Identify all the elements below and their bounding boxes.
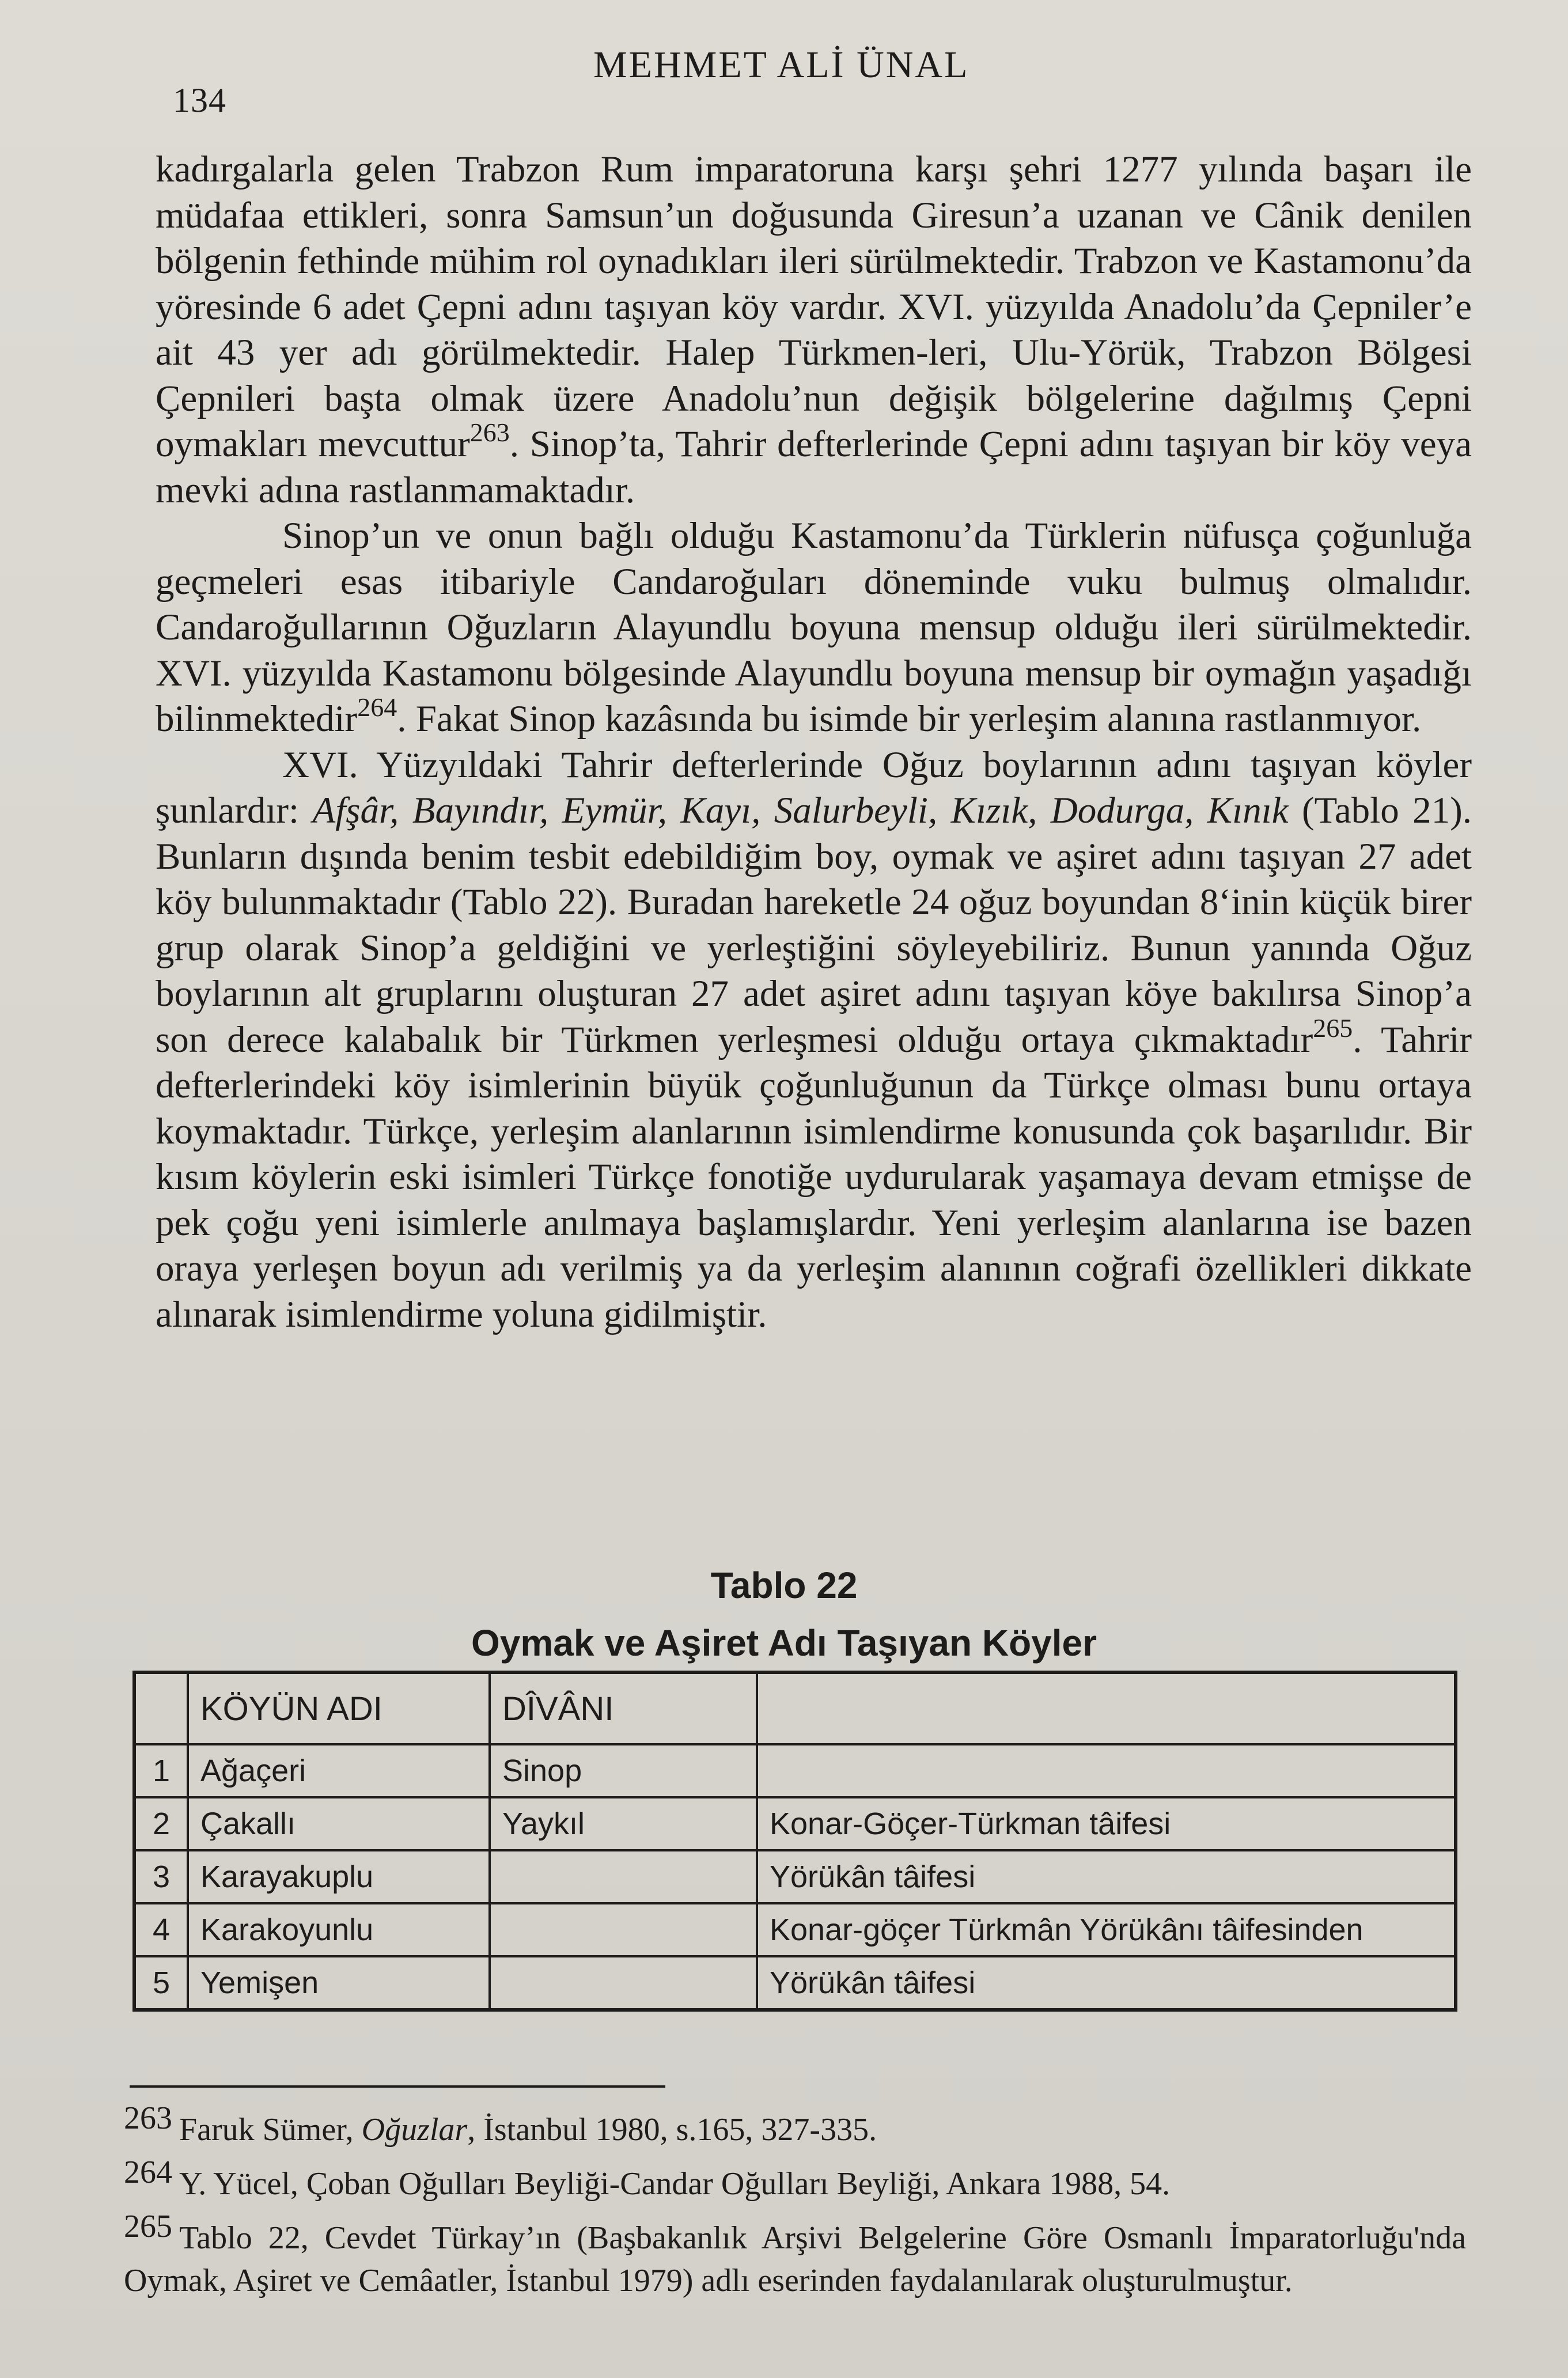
village-name: Ağaçeri bbox=[188, 1744, 490, 1797]
paragraph-text: . Tahrir defterlerindeki köy isimlerinin büyük çoğunluğunun da Türkçe olması bunu ortaya koymaktadır. Türkçe, yerleşim alanlarının isimlendirme konusunda çok başarılıdır. Bir kısım köylerin eski isimleri Türkçe fonotiğe uydurularak yaşamaya devam etmişse de pek çoğu yeni isimlerle anılmaya başlamışlardır. Yeni yerleşim alanlarına ise bazen oraya yerleşen boyun adı verilmiş ya da yerleşim alanının coğrafi özellikleri dikkate alınarak isimlendirme yoluna gidilmiştir. bbox=[156, 1018, 1472, 1335]
table-row bbox=[134, 1744, 1456, 1797]
table-row bbox=[134, 1797, 1456, 1850]
table-subtitle: Oymak ve Aşiret Adı Taşıyan Köyler bbox=[471, 1622, 1097, 1664]
header-cell-village-name: KÖYÜN ADI bbox=[188, 1672, 490, 1744]
tribe-note: Yörükân tâifesi bbox=[757, 1956, 1456, 2010]
footnote-ref-264[interactable]: 264 bbox=[357, 692, 397, 722]
header-cell-note bbox=[757, 1672, 1456, 1744]
row-number: 5 bbox=[134, 1956, 188, 2010]
footnote-265 bbox=[124, 2205, 1466, 2302]
row-number: 4 bbox=[134, 1903, 188, 1956]
paragraph-text: . Sinop’ta, Tahrir defterlerinde Çepni adını taşıyan bir köy veya mevki adına rastlanmamaktadır. bbox=[156, 423, 1472, 511]
divani-value: Sinop bbox=[490, 1744, 757, 1797]
table-row bbox=[134, 1850, 1456, 1903]
footnote-263 bbox=[124, 2097, 1466, 2151]
table-row bbox=[134, 1956, 1456, 2010]
paragraph-text: (Tablo 21). Bunların dışında benim tesbit edebildiğim boy, oymak ve aşiret adını taşıyan 27 adet köy bulunmaktadır (Tablo 22). Buradan hareketle 24 oğuz boyundan 8‘inin küçük birer grup olarak Sinop’a geldiğini ve yerleştiğini söyleyebiliriz. Bunun yanında Oğuz boylarının alt gruplarını oluşturan 27 adet aşiret adını taşıyan köye bakılırsa Sinop’a son derece kalabalık bir Türkmen yerleşmesi olduğu ortaya çıkmaktadır bbox=[156, 790, 1472, 1061]
village-name: Karayakuplu bbox=[188, 1850, 490, 1903]
footnote-text: , İstanbul 1980, s.165, 327-335. bbox=[467, 2112, 877, 2148]
paragraph-2 bbox=[156, 513, 1472, 743]
villages-table bbox=[132, 1671, 1457, 2012]
footnote-number: 265 bbox=[124, 2209, 172, 2244]
header-cell-no bbox=[134, 1672, 188, 1744]
table-row bbox=[134, 1903, 1456, 1956]
tribe-note: Konar-Göçer-Türkman tâifesi bbox=[757, 1797, 1456, 1850]
footnote-text: Y. Yücel, Çoban Oğulları Beyliği-Candar Oğulları Beyliği, Ankara 1988, 54. bbox=[179, 2166, 1171, 2202]
tribe-note: Konar-göçer Türkmân Yörükânı tâifesinden bbox=[757, 1903, 1456, 1956]
divani-value bbox=[490, 1903, 757, 1956]
divani-value bbox=[490, 1956, 757, 2010]
tribe-note bbox=[757, 1744, 1456, 1797]
paragraph-1 bbox=[156, 147, 1472, 513]
footnotes bbox=[124, 2097, 1466, 2302]
paragraph-text: XVI. Yüzyıldaki Tahrir defterlerinde Oğuz boylarının adını taşıyan köyler şunlardır: bbox=[156, 744, 1472, 831]
header-cell-divani: DÎVÂNI bbox=[490, 1672, 757, 1744]
footnote-ref-265[interactable]: 265 bbox=[1313, 1013, 1353, 1043]
footnote-264 bbox=[124, 2151, 1466, 2205]
footnote-text: Faruk Sümer, bbox=[179, 2112, 362, 2148]
footnote-italic-title: Oğuzlar bbox=[361, 2112, 468, 2148]
village-name: Karakoyunlu bbox=[188, 1903, 490, 1956]
village-name: Çakallı bbox=[188, 1797, 490, 1850]
footnote-number: 264 bbox=[124, 2154, 172, 2190]
paragraph-text: kadırgalarla gelen Trabzon Rum imparatoruna karşı şehri 1277 yılında başarı ile müdafaa ettikleri, sonra Samsun’un doğusunda Giresun’a uzanan ve Cânik denilen bölgenin fethinde mühim rol oynadıkları ileri sürülmektedir. Trabzon ve Kastamonu’da yöresinde 6 adet Çepni adını taşıyan köy vardır. XVI. yüzyılda Anadolu’da Çepniler’e ait 43 yer adı görülmektedir. Halep Türkmen-leri, Ulu-Yörük, Trabzon Bölgesi Çepnileri başta olmak üzere Anadolu’nun değişik bölgelerine dağılmış Çepni oymakları mevcuttur bbox=[156, 149, 1472, 465]
running-head: MEHMET ALİ ÜNAL bbox=[593, 44, 969, 86]
tribe-note: Yörükân tâifesi bbox=[757, 1850, 1456, 1903]
table-title: Tablo 22 bbox=[710, 1565, 858, 1606]
row-number: 1 bbox=[134, 1744, 188, 1797]
footnote-ref-263[interactable]: 263 bbox=[469, 418, 510, 447]
row-number: 3 bbox=[134, 1850, 188, 1903]
paragraph-text: . Fakat Sinop kazâsında bu isimde bir yerleşim alanına rastlanmıyor. bbox=[397, 698, 1422, 740]
italic-tribe-list: Afşâr, Bayındır, Eymür, Kayı, Salurbeyli, Kızık, Dodurga, Kınık bbox=[312, 790, 1289, 831]
paragraph-3 bbox=[156, 743, 1472, 1338]
body-text bbox=[156, 147, 1472, 1338]
table-header-row bbox=[134, 1672, 1456, 1744]
footnote-divider bbox=[130, 2085, 665, 2088]
divani-value bbox=[490, 1850, 757, 1903]
divani-value: Yaykıl bbox=[490, 1797, 757, 1850]
row-number: 2 bbox=[134, 1797, 188, 1850]
paragraph-text: Sinop’un ve onun bağlı olduğu Kastamonu’da Türklerin nüfusça çoğunluğa geçmeleri esas itibariyle Candaroğuları döneminde vuku bulmuş olmalıdır. Candaroğullarının Oğuzların Alayundlu boyuna mensup olduğu ileri sürülmektedir. XVI. yüzyılda Kastamonu bölgesinde Alayundlu boyuna mensup bir oymağın yaşadığı bilinmektedir bbox=[156, 515, 1472, 740]
page-number: 134 bbox=[173, 81, 226, 119]
village-name: Yemişen bbox=[188, 1956, 490, 2010]
footnote-number: 263 bbox=[124, 2100, 172, 2136]
footnote-text: Tablo 22, Cevdet Türkay’ın (Başbakanlık Arşivi Belgelerine Göre Osmanlı İmparatorluğu'nda Oymak, Aşiret ve Cemâatler, İstanbul 1979) adlı eserinden faydalanılarak oluşturulmuştur. bbox=[124, 2220, 1466, 2299]
